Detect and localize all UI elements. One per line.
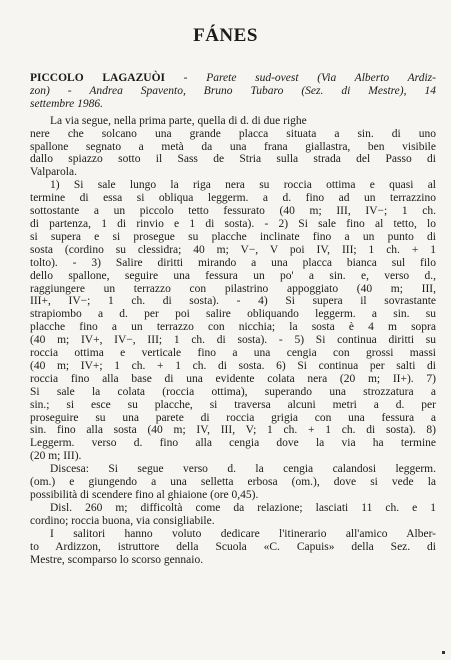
route-header-line-1 [30,72,436,85]
text-line: Mestre, scomparso lo scorso gennaio. [30,553,204,566]
text-line: roccia fino alla base di una evidente colata nera (20 m; II+). 7) [30,372,436,385]
text-line: di partenza, 1 di rinvio e 1 di sosta). - 2) Si sale fino al tetto, lo [30,217,436,230]
text-line: III+, IV−; 1 ch. di sosta). - 4) Si supera il sovrastante [30,295,436,308]
route-detail-2: zon) - [30,84,90,97]
route-authors: Andrea Spavento, Bruno Tubaro [89,84,284,97]
text-line: (40 m; IV+; 1 ch. + 1 ch. di sosta. 6) Si continua per salti di [30,359,436,372]
text-line: tolto). - 3) Salire diritti mirando a una placca bianca sul filo [30,256,436,269]
text-line: spallone segnato a metà da una frana giallastra, ben visibile [30,140,436,153]
page-title: FÁNES [193,25,258,46]
route-date: settembre 1986. [30,97,104,110]
paragraph-dedication [30,528,436,567]
text-line: Discesa: Si segue verso d. la cengia calandosi leggerm. [50,463,436,476]
route-date-day: 14 [424,84,436,97]
paragraph-intro [30,115,436,180]
text-line: 1) Si sale lungo la riga nera su roccia ottima e quasi al [50,179,436,192]
text-line: dello spallone, seguire una fessura un po' a sin. e, verso d., [30,269,436,282]
paragraph-pitches [30,179,436,463]
route-header-line-3 [30,98,436,111]
text-line: sosta (cordino su clessidra; 40 m; V−, V poi IV, III; 1 ch. + 1 [30,243,436,256]
route-detail-1: Parete sud-ovest (Via Alberto Ardiz- [206,72,436,84]
text-line: (40 m; IV+, IV−, III; 1 ch. di sosta). - 5) Si continua diritti su [30,334,436,347]
text-line: Valparola. [30,166,77,179]
route-name: PICCOLO LAGAZUÒI [30,72,165,84]
text-line: sottostante a un piccolo tetto fessurato (40 m; III, IV−; 1 ch. [30,205,436,218]
text-line: I salitori hanno voluto dedicare l'itinerario all'amico Alber- [50,527,436,540]
text-line: roccia ottima e verticale fino a una cengia con grossi massi [30,347,436,360]
paragraph-summary [30,502,436,528]
text-line: placche fino a un terrazzo con nicchia; la sosta è 4 m sopra [30,321,436,334]
route-header-line-2 [30,85,436,98]
text-line: cordino; roccia buona, via consigliabile. [30,514,215,527]
text-line: sin. fino alla sosta (40 m; IV, III, V; 1 ch. + 1 ch. di sosta). 8) [30,424,436,437]
text-line: sin.; si esce su placche, si traversa alcuni metri a d. per [30,398,436,411]
route-separator: - [164,72,207,84]
text-line: strapiombo a d. per poi salire obliquando leggerm. a sin. su [30,308,436,321]
text-line: (20 m; III). [30,450,82,463]
text-line: to Ardizzon, istruttore della Scuola «C. Capuis» della Sez. di [30,540,436,553]
text-line: si supera e si prosegue su placche inclinate fino a un punto di [30,230,436,243]
paragraph-descent [30,463,436,502]
text-line: possibilità di scendere fino al ghiaione (ore 0,45). [30,489,259,501]
text-line: proseguire su una parete di roccia grigia con una fessura a [30,411,436,424]
route-section: (Sez. di Mestre), [283,84,425,97]
text-line: Disl. 260 m; difficoltà come da relazione; lasciati 11 ch. e 1 [50,501,436,514]
text-line: Leggerm. verso d. fino alla cengia dove la via ha termine [30,437,436,450]
text-line: Si sale la colata (roccia ottima), superando una strozzatura a [30,385,436,398]
article-body [30,72,436,566]
text-line: (om.) e giungendo a una selletta erbosa (om.), dove si vede la [30,476,436,489]
text-line: nere che solcano una grande placca situata a sin. di uno [30,127,436,140]
text-line: raggiungere un terrazzo con pilastrino appoggiato (40 m; III, [30,282,436,295]
text-line: termine di essa si obliqua leggerm. a d. fino ad un terrazzino [30,192,436,205]
corner-mark [442,651,445,654]
text-line: La via segue, nella prima parte, quella di d. di due righe [50,114,307,127]
text-line: dallo spiazzo sotto il Sass de Stria sulla strada del Passo di [30,153,436,166]
